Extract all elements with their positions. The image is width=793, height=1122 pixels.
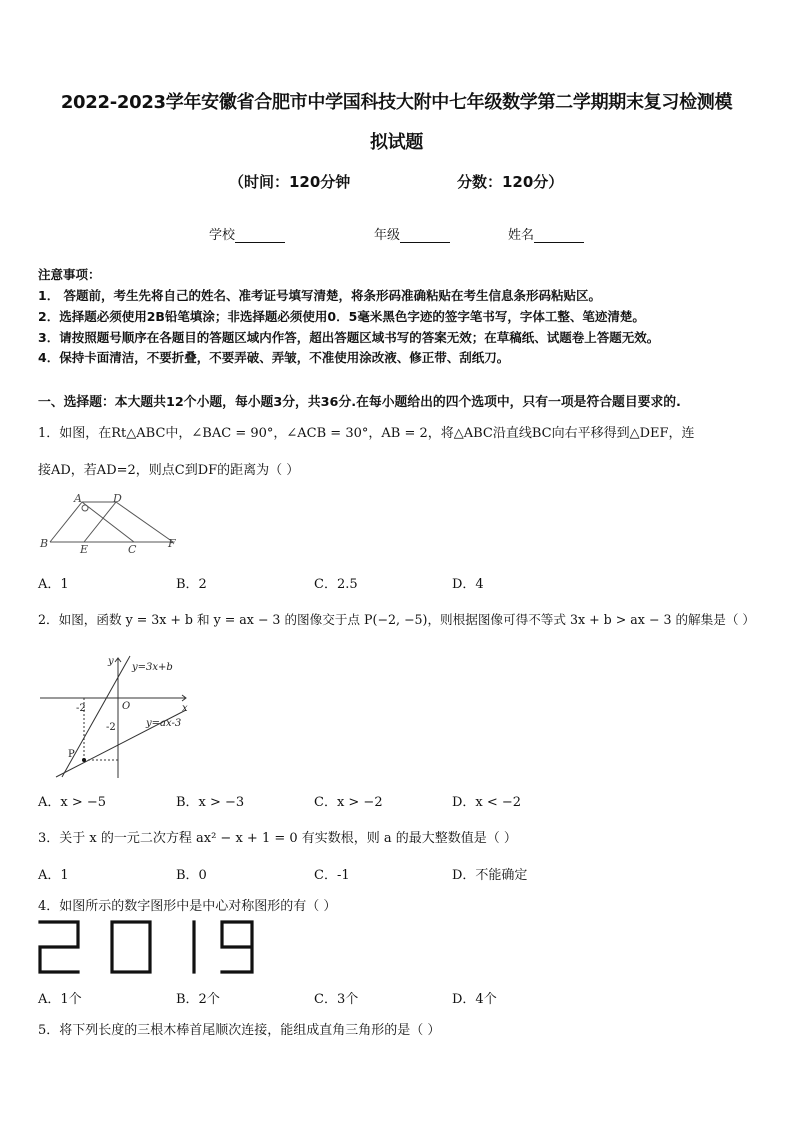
q2-option-a[interactable]: A．x > −5: [38, 795, 107, 810]
note-item: 3．请按照题号顺序在各题目的答题区域内作答，超出答题区域书写的答案无效；在草稿纸、试题卷上答题无效。: [38, 330, 660, 345]
notes-heading: 注意事项：: [38, 267, 101, 282]
exam-score: 分数：120分）: [457, 173, 564, 191]
q3-option-d[interactable]: D．不能确定: [452, 868, 528, 883]
page-title: 2022-2023学年安徽省合肥市中学国科技大附中七年级数学第二学期期末复习检测模: [60, 92, 733, 113]
x-tick-neg2: -2: [76, 703, 86, 714]
q1-text-line2: 接AD，若AD=2，则点C到DF的距离为（ ）: [38, 463, 300, 478]
q1-option-a[interactable]: A．1: [38, 577, 69, 592]
fig-label-b: B: [40, 537, 49, 550]
q2-option-b[interactable]: B．x > −3: [176, 795, 245, 810]
q4-option-a[interactable]: A．1个: [38, 992, 82, 1007]
fig-label-c: C: [128, 543, 137, 556]
q2-text-line1: 2．如图，函数 y = 3x + b 和 y = ax − 3 的图像交于点 P(−2, −5)，则根据图像可得不等式 3x + b > ax − 3 的解集是（ ）: [38, 612, 756, 627]
q3-option-a[interactable]: A．1: [38, 868, 69, 883]
fig-label-d: D: [113, 492, 122, 505]
point-p-label: P: [68, 749, 75, 760]
q4-digits-figure: [36, 916, 266, 978]
school-field: [209, 224, 285, 243]
x-axis-label: x: [182, 703, 188, 714]
name-label: 姓名: [508, 228, 535, 243]
line1-label: y=3x+b: [132, 662, 173, 673]
fig-label-f: F: [168, 537, 176, 550]
q4-text-line1: 4．如图所示的数字图形中是中心对称图形的有（ ）: [38, 899, 337, 914]
fig-label-e: E: [80, 543, 89, 556]
q1-option-c[interactable]: C．2.5: [314, 577, 358, 592]
section-heading: 一、选择题：本大题共12个小题，每小题3分，共36分.在每小题给出的四个选项中，只有一项是符合题目要求的.: [38, 395, 681, 410]
y-axis-label: y: [108, 656, 114, 667]
q4-option-c[interactable]: C．3个: [314, 992, 359, 1007]
q5-text-line1: 5．将下列长度的三根木棒首尾顺次连接，能组成直角三角形的是（ ）: [38, 1023, 441, 1038]
note-item: 2．选择题必须使用2B铅笔填涂；非选择题必须使用0．5毫米黑色字迹的签字笔书写，字体工整、笔迹清楚。: [38, 309, 645, 324]
q4-option-d[interactable]: D．4个: [452, 992, 497, 1007]
name-field: [508, 224, 584, 243]
q1-option-b[interactable]: B．2: [176, 577, 207, 592]
grade-label: 年级: [374, 228, 401, 243]
origin-label: O: [122, 701, 131, 712]
y-tick-neg2: -2: [106, 722, 116, 733]
note-item: 1． 答题前，考生先将自己的姓名、准考证号填写清楚，将条形码准确粘贴在考生信息条形码粘贴区。: [38, 288, 602, 303]
school-label: 学校: [209, 228, 236, 243]
grade-field: [374, 224, 450, 243]
q3-option-b[interactable]: B．0: [176, 868, 207, 883]
q1-figure: [38, 490, 188, 556]
fig-label-a: A: [74, 492, 82, 505]
q4-option-b[interactable]: B．2个: [176, 992, 220, 1007]
q2-option-d[interactable]: D．x < −2: [452, 795, 522, 810]
q3-option-c[interactable]: C．-1: [314, 868, 350, 883]
q1-text-line1: 1．如图，在Rt△ABC中，∠BAC = 90°，∠ACB = 30°，AB = 2，将△ABC沿直线BC向右平移得到△DEF，连: [38, 426, 695, 441]
line2-label: y=ax-3: [146, 718, 182, 729]
q3-text-line1: 3．关于 x 的一元二次方程 ax² − x + 1 = 0 有实数根，则 a 的最大整数值是（ ）: [38, 831, 517, 846]
q2-option-c[interactable]: C．x > −2: [314, 795, 383, 810]
q2-figure: [38, 650, 198, 780]
page-title-line2: 拟试题: [369, 132, 424, 153]
exam-time: （时间：120分钟: [229, 173, 351, 191]
q1-option-d[interactable]: D．4: [452, 577, 484, 592]
note-item: 4．保持卡面清洁，不要折叠，不要弄破、弄皱，不准使用涂改液、修正带、刮纸刀。: [38, 350, 510, 365]
